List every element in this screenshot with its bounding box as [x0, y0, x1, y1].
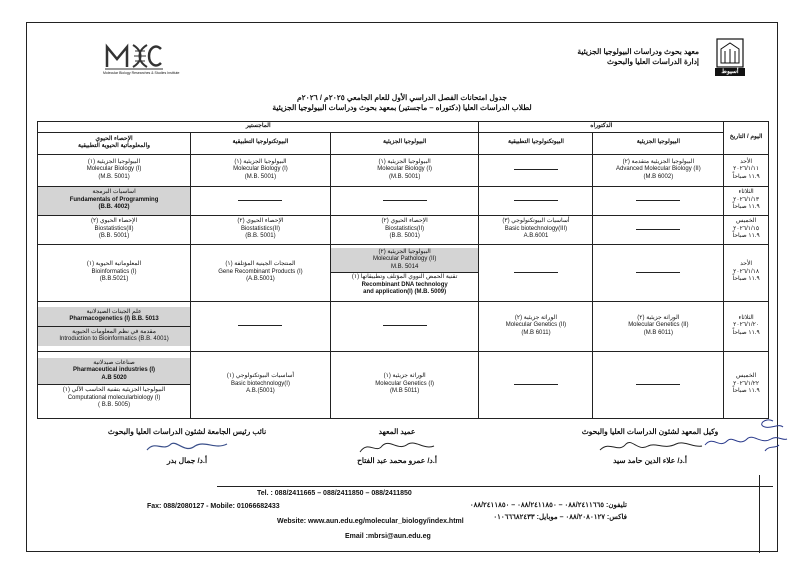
cell-phd-biotech — [479, 301, 593, 351]
course-code: (B.B. 4002) — [98, 204, 130, 211]
cell-empty — [593, 215, 724, 244]
schedule-table — [37, 121, 769, 419]
logo-caption: Molecular Biology Researches & Studies Institute — [103, 71, 180, 75]
cell-ms-biotech — [191, 215, 331, 244]
exam-date: ٢٠٢٦/١/١٥ — [733, 225, 760, 232]
course-code: A.B 5020 — [101, 374, 127, 381]
signatory-title: وكيل المعهد لشئون الدراسات العليا والبحوث — [581, 427, 719, 436]
course-block — [331, 272, 479, 298]
col-ms-biostat-line1: الإحصاء الحيوي — [95, 135, 133, 142]
col-ms-biotech: البيوتكنولوجيا التطبيقية — [191, 132, 331, 154]
course-code: (B.B. 5001) — [389, 233, 420, 240]
course-code: (A.B.5001) — [246, 276, 275, 283]
exam-date: ٢٠٢٦/١/٢٢ — [733, 380, 760, 387]
empty-dash — [636, 200, 680, 201]
course-ar: البيولوجيا الجزيئية متقدمة (٢) — [622, 158, 695, 165]
course-code: (M.B 6002) — [643, 173, 674, 180]
day-date-header: اليوم / التاريخ — [724, 122, 769, 155]
signature-vice-president — [87, 427, 287, 465]
cell-phd-biotech — [479, 215, 593, 244]
tel-numbers: 088/2411665 – 088/2411850 – 088/2411850 — [274, 490, 412, 497]
course-code: A.B.6001 — [523, 233, 549, 240]
cell-ms-biostat — [38, 301, 191, 351]
course-ar: الإحصاء الحيوي (٢) — [90, 218, 138, 225]
course-en: Molecular Genetics (II) — [505, 322, 567, 329]
course-en-line2 — [333, 289, 477, 297]
signatory-name: أ.د/ علاء الدين حامد سيد — [613, 456, 687, 465]
empty-dash — [514, 169, 558, 170]
empty-dash — [636, 384, 680, 385]
course-ar: أساسيات البيوتكنولوجي (١) — [226, 373, 295, 380]
doctorate-group-header: الدكتوراه — [479, 122, 724, 133]
cell-empty — [593, 186, 724, 215]
tel-label: Tel. : — [257, 490, 273, 497]
empty-dash — [383, 325, 427, 326]
course-ar: البيولوجيا الجزيئية بتقنية الحاسب الآلي (١) — [62, 387, 166, 393]
exam-time: ١١.٩ صباحاً — [732, 233, 760, 240]
course-en: Fundamentals of Programming — [69, 196, 159, 203]
exam-date: ٢٠٢٦/١/١٨ — [733, 268, 760, 275]
side-rule — [759, 475, 778, 553]
exam-date: ٢٠٢٦/١/٢٠ — [733, 322, 760, 329]
title-line-2: لطلاب الدراسات العليا (دكتوراه – ماجستير) بمعهد بحوث ودراسات البيولوجيا الجزيئية — [272, 103, 532, 112]
course-ar: الوراثة جزيئية (٢) — [514, 314, 558, 321]
institute-logo — [103, 41, 180, 81]
course-ar: صناعات صيدلانية — [93, 359, 135, 366]
course-en: Molecular Pathology (II) — [372, 256, 437, 262]
cell-ms-mb — [330, 215, 479, 244]
course-ar: الإحصاء الحيوي (٢) — [381, 218, 428, 225]
course-code: M.B. 5014 — [390, 263, 419, 270]
course-ar: البيولوجيا الجزيئية (١) — [87, 158, 141, 165]
empty-dash — [238, 325, 282, 326]
course-code: (M.B. 5001) — [98, 173, 130, 180]
cell-empty — [479, 351, 593, 418]
course-code: (M.B. 5009) — [414, 289, 447, 295]
course-code: (M.B 5011) — [390, 388, 420, 395]
course-en: Computational molecularbiology (I) — [67, 394, 161, 401]
cell-ms-biostat — [38, 215, 191, 244]
course-en: Basic biotechnology(I) — [230, 380, 290, 387]
signature-scribble-icon — [590, 438, 710, 456]
course-en: and application(I) — [363, 289, 413, 295]
cell-ms-biostat — [38, 154, 191, 186]
course-en: Introduction to Bioinformatics (B.B. 4001) — [59, 336, 169, 342]
cell-date — [724, 244, 769, 301]
exam-time: ١١.٩ صباحاً — [732, 276, 760, 283]
course-en: Biostatistics(II) — [240, 225, 280, 232]
exam-day: الثلاثاء — [738, 314, 754, 321]
table-row — [38, 186, 769, 215]
course-en: Pharmacogenetics (I) B.B. 5013 — [69, 316, 159, 322]
empty-dash — [383, 200, 427, 201]
logo-caption: أسيوط — [721, 69, 739, 75]
course-en: Molecular Genetics (II) — [628, 322, 689, 329]
cell-empty — [479, 154, 593, 186]
table-row — [38, 244, 769, 301]
course-en: Biostatistics(II) — [94, 225, 134, 232]
cell-phd-mb — [593, 301, 724, 351]
footer-tel-ar: تليفون: ٠٨٨/٢٤١١٦٦٥ – ٠٨٨/٢٤١١٨٥٠ – ٠٨٨/٢٤١١٨٥٠ — [469, 502, 627, 509]
col-phd-biotech: البيوتكنولوجيا التطبيقية — [479, 132, 593, 154]
course-code: (M.B 6011) — [521, 329, 551, 336]
cell-empty — [479, 186, 593, 215]
course-en: Molecular Biology (I) — [377, 166, 432, 173]
footer-email: Email :mbrsi@aun.edu.eg — [345, 533, 431, 540]
footer-website: Website: www.aun.edu.eg/molecular_biology/index.html — [277, 518, 464, 525]
department-name: إدارة الدراسات العليا والبحوث — [607, 57, 699, 66]
cell-empty — [593, 351, 724, 418]
course-ar: الإحصاء الحيوي (٢) — [237, 218, 284, 225]
cell-ms-mb — [330, 351, 479, 418]
university-logo — [711, 37, 749, 77]
cell-ms-biostat — [38, 186, 191, 215]
course-en: Molecular Biology (I) — [86, 166, 142, 173]
course-code: A.B.(5001) — [246, 388, 275, 395]
course-ar: الوراثة جزيئية (٢) — [637, 314, 680, 321]
signatory-title: نائب رئيس الجامعة لشئون الدراسات العليا والبحوث — [107, 427, 267, 436]
course-code: (M.B. 5001) — [388, 173, 421, 180]
signatory-title: عميد المعهد — [378, 427, 416, 436]
exam-day: الأحد — [740, 158, 753, 165]
course-ar: مقدمة في نظم المعلومات الحيوية — [72, 328, 156, 335]
course-code: (B.B.5021) — [99, 276, 129, 283]
exam-time: ١١.٩ صباحاً — [732, 388, 760, 395]
course-en: Basic biotechnology(III) — [504, 225, 568, 232]
exam-time: ١١.٩ صباحاً — [732, 204, 760, 211]
cell-empty — [593, 244, 724, 301]
course-block — [38, 307, 190, 326]
footer-tel — [257, 490, 412, 497]
empty-dash — [514, 200, 558, 201]
table-row — [38, 215, 769, 244]
course-en: Molecular Biology (I) — [233, 166, 288, 173]
empty-dash — [238, 200, 282, 201]
course-ar: اساسيات البرمجة — [92, 189, 136, 196]
course-ar: المنتجات الجينية المؤتلفة (١) — [225, 261, 296, 268]
institute-header — [577, 47, 699, 67]
course-block — [38, 358, 190, 385]
signature-scribble-icon — [352, 438, 442, 456]
course-en: Bioinformatics (I) — [91, 268, 137, 275]
cell-empty — [191, 301, 331, 351]
course-en: Molecular Genetics (I) — [375, 380, 434, 387]
exam-day: الثلاثاء — [738, 189, 754, 196]
course-en: Advanced Molecular Biology (II) — [616, 166, 701, 173]
cell-date — [724, 215, 769, 244]
cell-date — [724, 301, 769, 351]
signatory-name: أ.د/ عمرو محمد عبد الفتاح — [357, 456, 437, 465]
cell-phd-mb — [593, 154, 724, 186]
table-row — [38, 351, 769, 418]
course-ar: تقنية الحمض النووي المؤتلف وتطبيقاتها (١) — [351, 274, 458, 280]
cell-date — [724, 186, 769, 215]
cell-empty — [330, 301, 479, 351]
schedule-title — [27, 93, 777, 113]
exam-time: ١١.٩ صباحاً — [732, 173, 760, 180]
course-ar: البيولوجيا الجزيئية (٢) — [378, 248, 431, 255]
course-code: (B.B. 5001) — [98, 233, 130, 240]
course-block — [331, 248, 479, 273]
signature-dean — [307, 427, 487, 465]
institute-name: معهد بحوث ودراسات البيولوجيا الجزيئية — [577, 47, 699, 56]
cell-ms-biostat — [38, 244, 191, 301]
exam-day: الخميس — [735, 373, 757, 380]
exam-date: ٢٠٢٦/١/١١ — [733, 166, 760, 173]
course-ar: البيولوجيا الجزيئية (١) — [378, 158, 431, 165]
course-ar: البيولوجيا الجزيئية (١) — [234, 158, 287, 165]
signatory-name: أ.د/ جمال بدر — [166, 456, 208, 465]
exam-schedule-page — [26, 22, 778, 552]
exam-day: الخميس — [735, 218, 757, 225]
empty-dash — [514, 272, 558, 273]
cell-ms-biotech — [191, 244, 331, 301]
course-code: (B.B. 5001) — [245, 233, 276, 240]
handwritten-initials-icon — [695, 415, 790, 455]
course-block — [38, 384, 190, 412]
course-code: (M.B 6011) — [643, 329, 673, 336]
course-code: ( B.B. 5005) — [98, 402, 131, 408]
footer-fax-mobile: Fax: 088/2080127 - Mobile: 01066682433 — [147, 503, 280, 510]
course-ar: أساسيات البيوتكنولوجي (٣) — [502, 218, 570, 225]
table-row — [38, 301, 769, 351]
exam-time: ١١.٩ صباحاً — [732, 329, 760, 336]
cell-ms-biotech — [191, 154, 331, 186]
cell-ms-mb — [330, 244, 479, 301]
course-en: Biostatistics(II) — [385, 225, 425, 232]
empty-dash — [636, 229, 680, 230]
cell-ms-biostat — [38, 351, 191, 418]
col-phd-mb: البيولوجيا الجزيئية — [593, 132, 724, 154]
footer-fax-ar: فاكس: ٠٨٨/٢٠٨٠١٢٧ – موبايل: ٠١٠٦٦٦٨٢٤٣٣ — [493, 514, 627, 521]
course-ar: الوراثة جزيئية (١) — [383, 373, 426, 380]
exam-day: الأحد — [740, 261, 753, 268]
course-en: Pharmaceutical industries (I) — [73, 367, 156, 373]
empty-dash — [636, 272, 680, 273]
course-ar: المعلوماتية الحيوية (١) — [86, 261, 142, 268]
col-ms-biostat — [38, 132, 191, 154]
cell-empty — [191, 186, 331, 215]
cell-empty — [330, 186, 479, 215]
col-ms-mb: البيولوجيا الجزيئية — [330, 132, 479, 154]
cell-empty — [479, 244, 593, 301]
course-code: (M.B. 5001) — [244, 173, 277, 180]
cell-date — [724, 154, 769, 186]
empty-dash — [514, 384, 558, 385]
cell-date — [724, 351, 769, 418]
course-en: Gene Recombinant Products (I) — [218, 268, 303, 275]
course-block — [38, 326, 190, 346]
col-ms-biostat-line2: والمعلوماتية الحيوية التطبيقية — [78, 143, 151, 149]
cell-ms-biotech — [191, 351, 331, 418]
cell-ms-mb — [330, 154, 479, 186]
exam-date: ٢٠٢٦/١/١٣ — [733, 196, 760, 203]
course-ar: علم الجينات الصيدلانية — [86, 308, 142, 315]
footer-rule — [217, 486, 773, 487]
title-line-1: جدول امتحانات الفصل الدراسي الأول للعام الجامعي ٢٠٢٥م / ٢٠٢٦م — [297, 93, 507, 102]
course-en: Recombinant DNA technology — [361, 281, 448, 288]
signature-scribble-icon — [137, 438, 237, 456]
table-row — [38, 154, 769, 186]
masters-group-header: الماجستير — [38, 122, 479, 133]
